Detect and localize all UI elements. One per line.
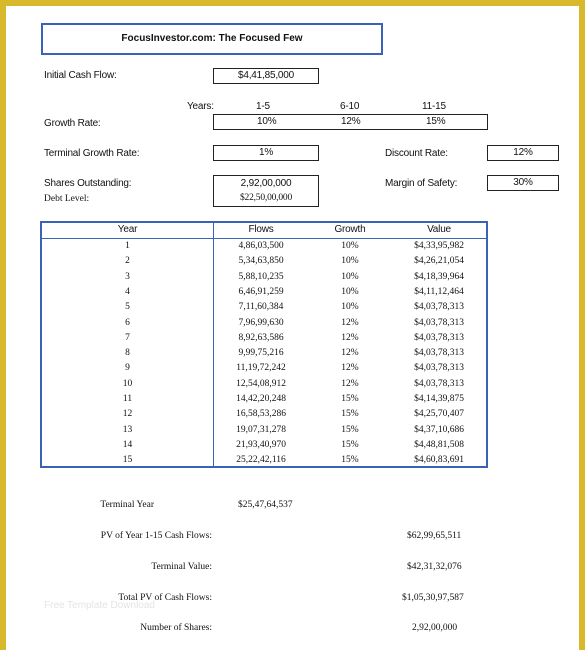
cell-value: $4,03,78,313: [414, 317, 464, 328]
debt-level-label: Debt Level:: [44, 194, 90, 204]
terminal-growth-rate-field[interactable]: 1%: [213, 145, 319, 161]
cell-growth: 12%: [341, 317, 359, 328]
cell-growth: 10%: [341, 302, 359, 313]
table-row: [42, 287, 486, 302]
cell-value: $4,26,21,054: [414, 256, 464, 267]
number-of-shares-value: 2,92,00,000: [412, 623, 458, 633]
cell-year: 13: [122, 424, 133, 435]
cell-year: 11: [122, 394, 133, 404]
cell-year: 8: [125, 348, 130, 359]
cell-value: $4,37,10,686: [414, 424, 464, 435]
watermark: Free Template Download: [44, 600, 155, 611]
debt-level-value: $22,50,00,000: [239, 193, 293, 203]
cell-flows: 12,54,08,912: [236, 378, 286, 389]
cell-flows: 5,88,10,235: [238, 271, 284, 282]
cell-flows: 25,22,42,116: [236, 455, 286, 466]
growth-rate-1: 10%: [257, 116, 277, 127]
cell-growth: 10%: [341, 271, 359, 282]
years-label: Years:: [187, 101, 214, 112]
cell-year: 14: [122, 439, 133, 450]
cell-growth: 10%: [341, 286, 359, 297]
growth-rate-field[interactable]: [213, 114, 488, 130]
cell-growth: 12%: [341, 378, 359, 389]
cell-growth: 12%: [341, 363, 359, 374]
cell-flows: 7,11,60,384: [238, 302, 284, 313]
cell-value: $4,60,83,691: [414, 455, 464, 466]
cell-flows: 21,93,40,970: [236, 439, 286, 450]
table-row: [42, 394, 486, 409]
cell-year: 9: [125, 363, 130, 374]
table-row: [42, 348, 486, 363]
cell-flows: 19,07,31,278: [236, 424, 286, 435]
cell-value: $4,25,70,407: [414, 409, 464, 420]
shares-outstanding-field[interactable]: [213, 175, 319, 207]
terminal-value-value: $42,31,32,076: [407, 562, 462, 572]
cell-growth: 15%: [341, 455, 359, 466]
table-row: [42, 302, 486, 317]
growth-rate-2: 12%: [341, 116, 361, 127]
terminal-year-value: $25,47,64,537: [238, 500, 293, 510]
number-of-shares-label: Number of Shares:: [140, 623, 212, 633]
year-range-1: 1-5: [256, 101, 270, 112]
cell-value: $4,18,39,964: [414, 271, 464, 282]
cell-year: 6: [125, 317, 130, 328]
cell-value: $4,03,78,313: [414, 332, 464, 343]
table-row: [42, 409, 486, 424]
cell-flows: 6,46,91,259: [238, 286, 284, 297]
spreadsheet: [6, 6, 579, 650]
cell-value: $4,03,78,313: [414, 363, 464, 374]
table-row: [42, 363, 486, 378]
cell-year: 1: [125, 241, 130, 251]
table-row: [42, 272, 486, 287]
table-row: [42, 425, 486, 440]
cell-growth: 12%: [341, 332, 359, 343]
initial-cash-flow-field[interactable]: $4,41,85,000: [213, 68, 319, 84]
pv-cash-flows-label: PV of Year 1-15 Cash Flows:: [100, 531, 212, 541]
cell-value: $4,11,12,464: [414, 286, 464, 297]
cell-year: 4: [125, 286, 130, 297]
cell-year: 12: [122, 409, 133, 420]
growth-rate-3: 15%: [426, 116, 446, 127]
header-value: Value: [427, 224, 451, 235]
header-growth: Growth: [334, 224, 366, 235]
table-row: [42, 241, 486, 256]
cell-growth: 15%: [341, 424, 359, 435]
cell-growth: 10%: [341, 241, 359, 251]
shares-outstanding-value: 2,92,00,000: [240, 178, 292, 189]
header-year: Year: [117, 224, 138, 235]
discount-rate-field[interactable]: 12%: [487, 145, 559, 161]
header-flows: Flows: [248, 224, 274, 235]
cell-flows: 5,34,63,850: [238, 256, 284, 267]
discount-rate-label: Discount Rate:: [385, 148, 448, 159]
cell-flows: 14,42,20,248: [236, 394, 286, 404]
cell-year: 7: [125, 332, 130, 343]
table-row: [42, 455, 486, 470]
margin-of-safety-field[interactable]: 30%: [487, 175, 559, 191]
cell-flows: 4,86,03,500: [238, 241, 284, 251]
total-pv-label: Total PV of Cash Flows:: [118, 593, 212, 603]
cell-flows: 11,19,72,242: [236, 363, 286, 374]
cell-value: $4,03,78,313: [414, 302, 464, 313]
cell-year: 2: [125, 256, 130, 267]
cash-flow-table: [40, 221, 488, 468]
cell-growth: 15%: [341, 439, 359, 450]
cell-flows: 16,58,53,286: [236, 409, 286, 420]
cell-year: 3: [125, 271, 130, 282]
cell-growth: 15%: [341, 394, 359, 404]
table-header-divider: [42, 238, 486, 239]
cell-year: 10: [122, 378, 133, 389]
cell-growth: 12%: [341, 348, 359, 359]
cell-value: $4,33,95,982: [414, 241, 464, 251]
table-row: [42, 318, 486, 333]
terminal-value-label: Terminal Value:: [151, 562, 212, 572]
page-title: FocusInvestor.com: The Focused Few: [41, 23, 383, 55]
terminal-growth-rate-label: Terminal Growth Rate:: [44, 148, 140, 159]
cell-growth: 15%: [341, 409, 359, 420]
table-row: [42, 440, 486, 455]
pv-cash-flows-value: $62,99,65,511: [407, 531, 462, 541]
cell-year: 15: [122, 455, 133, 466]
cell-value: $4,03,78,313: [414, 378, 464, 389]
shares-outstanding-label: Shares Outstanding:: [44, 178, 132, 189]
terminal-year-label: Terminal Year: [100, 500, 154, 510]
table-row: [42, 379, 486, 394]
cell-value: $4,03,78,313: [414, 348, 464, 359]
margin-of-safety-label: Margin of Safety:: [385, 178, 458, 189]
year-range-3: 11-15: [422, 101, 446, 112]
cell-flows: 8,92,63,586: [238, 332, 284, 343]
table-row: [42, 333, 486, 348]
year-range-2: 6-10: [340, 101, 360, 112]
cell-value: $4,48,81,508: [414, 439, 464, 450]
cell-year: 5: [125, 302, 130, 313]
cell-value: $4,14,39,875: [414, 394, 464, 404]
cell-flows: 7,96,99,630: [238, 317, 284, 328]
table-row: [42, 256, 486, 271]
cell-growth: 10%: [341, 256, 359, 267]
initial-cash-flow-label: Initial Cash Flow:: [44, 70, 117, 81]
total-pv-value: $1,05,30,97,587: [402, 593, 464, 603]
cell-flows: 9,99,75,216: [238, 348, 284, 359]
growth-rate-label: Growth Rate:: [44, 118, 101, 129]
